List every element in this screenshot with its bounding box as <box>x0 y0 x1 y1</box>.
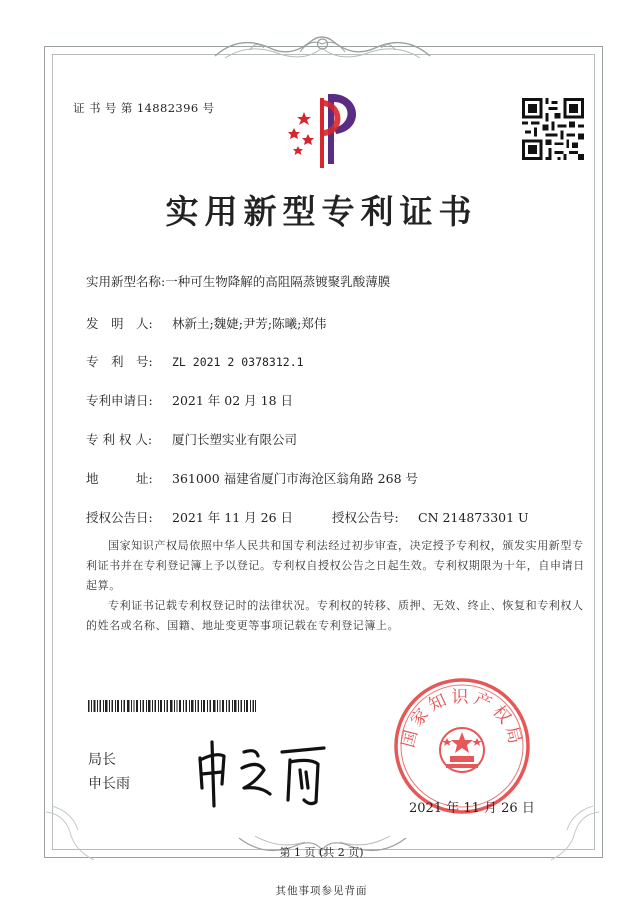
utility-model-name-row <box>86 272 390 290</box>
cnipa-logo-icon <box>284 88 364 170</box>
certificate-title: 实用新型专利证书 <box>165 192 478 231</box>
official-seal-icon <box>392 676 532 816</box>
field-value: 林新土;魏婕;尹芳;陈曦;郑伟 <box>172 316 327 331</box>
field-label: 专 利 号: <box>86 354 153 369</box>
field-label: 地 址: <box>86 471 153 486</box>
seal-date: 2021 年 11 月 26 日 <box>409 801 535 816</box>
page-indicator: 第 1 页 (共 2 页) <box>279 846 364 859</box>
legal-status-statement: 专利证书记载专利权登记时的法律状况。专利权的转移、质押、无效、终止、恢复和专利权人的姓名或名称、国籍、地址变更等事项记载在专利登记簿上。 <box>86 599 584 632</box>
grant-row <box>86 508 529 526</box>
director-name: 申长雨 <box>88 776 130 792</box>
field-value: ZL 2021 2 0378312.1 <box>172 355 304 369</box>
signature-icon <box>186 730 336 810</box>
patentee-row <box>86 430 297 448</box>
footer-note: 其他事项参见背面 <box>275 885 368 897</box>
application-date-row <box>86 391 293 409</box>
address-row <box>86 469 418 487</box>
grant-statement: 国家知识产权局依照中华人民共和国专利法经过初步审查，决定授予专利权，颁发实用新型专利证书并在专利登记簿上予以登记。专利权自授权公告之日起生效。专利权期限为十年，自申请日起算。 <box>86 539 585 592</box>
grant-number-value: CN 214873301 U <box>418 510 529 525</box>
barcode-icon <box>88 700 256 712</box>
certificate-number: 证 书 号 第 14882396 号 <box>73 101 215 115</box>
field-value: 厦门长塑实业有限公司 <box>172 432 298 447</box>
field-value: 361000 福建省厦门市海沧区翁角路 268 号 <box>172 471 418 486</box>
field-label: 专利申请日: <box>86 393 153 408</box>
seal-text: 国家知识产权局 <box>398 687 526 750</box>
field-value: 一种可生物降解的高阻隔蒸镀聚乳酸薄膜 <box>165 274 391 289</box>
grant-date-value: 2021 年 11 月 26 日 <box>172 510 293 525</box>
qr-code-icon <box>522 98 584 160</box>
patent-number-row <box>86 352 304 370</box>
top-ornament-icon <box>210 30 435 64</box>
field-label: 实用新型名称: <box>86 274 166 289</box>
grant-number-label: 授权公告号: <box>332 510 399 525</box>
field-value: 2021 年 02 月 18 日 <box>172 393 293 408</box>
inventor-row <box>86 314 326 332</box>
director-title: 局长 <box>88 752 116 768</box>
field-label: 专 利 权 人: <box>86 432 153 447</box>
grant-date-label: 授权公告日: <box>86 510 153 525</box>
field-label: 发 明 人: <box>86 316 153 331</box>
